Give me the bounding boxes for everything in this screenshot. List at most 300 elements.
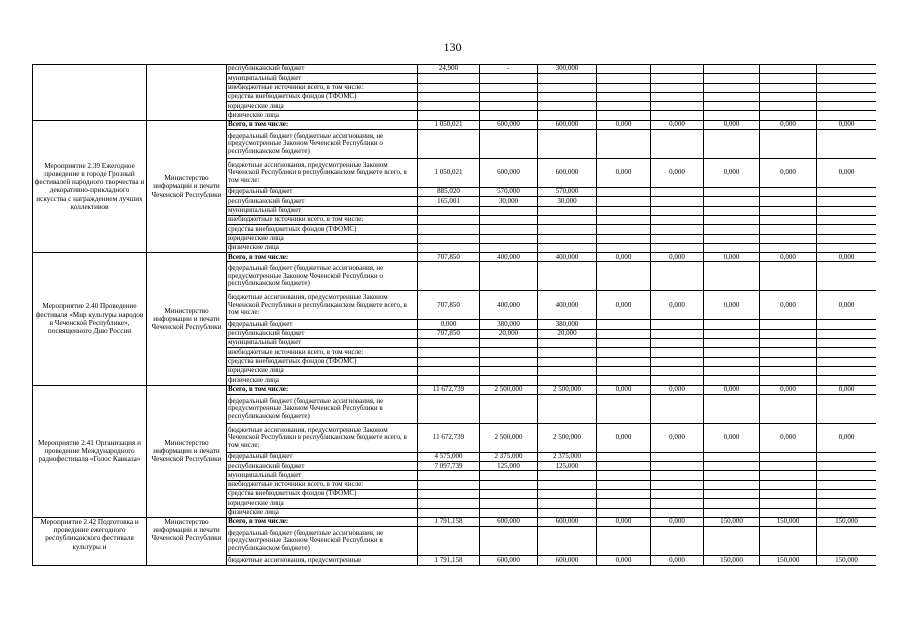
value-cell bbox=[704, 394, 760, 423]
value-cell bbox=[480, 225, 538, 234]
funding-source-cell: юридические лица bbox=[227, 366, 418, 375]
value-cell: 0,000 bbox=[597, 423, 651, 452]
value-cell: 0,000 bbox=[704, 159, 760, 188]
value-cell: 0,000 bbox=[760, 253, 817, 262]
value-cell bbox=[651, 508, 704, 517]
value-cell bbox=[597, 480, 651, 489]
funding-source-cell: физические лица bbox=[227, 508, 418, 517]
value-cell bbox=[480, 206, 538, 215]
value-cell: 1 791,158 bbox=[418, 517, 480, 526]
value-cell bbox=[538, 339, 597, 348]
value-cell bbox=[651, 366, 704, 375]
value-cell bbox=[704, 65, 760, 74]
value-cell bbox=[538, 130, 597, 159]
value-cell bbox=[418, 499, 480, 508]
value-cell bbox=[418, 262, 480, 291]
value-cell bbox=[597, 329, 651, 338]
value-cell: 600,000 bbox=[480, 556, 538, 565]
value-cell bbox=[817, 197, 877, 206]
funding-source-cell: внебюджетные источники всего, в том числе: bbox=[227, 480, 418, 489]
value-cell bbox=[480, 74, 538, 83]
value-cell bbox=[418, 130, 480, 159]
value-cell bbox=[418, 92, 480, 101]
value-cell bbox=[760, 102, 817, 111]
value-cell: 165,001 bbox=[418, 197, 480, 206]
value-cell: 2 375,000 bbox=[480, 452, 538, 461]
value-cell: 0,000 bbox=[704, 253, 760, 262]
value-cell: 600,000 bbox=[480, 517, 538, 526]
value-cell bbox=[651, 527, 704, 556]
value-cell bbox=[418, 225, 480, 234]
executor-cell bbox=[147, 65, 227, 121]
value-cell: 0,000 bbox=[651, 385, 704, 394]
value-cell bbox=[651, 111, 704, 120]
value-cell: 150,000 bbox=[704, 517, 760, 526]
funding-source-cell: муниципальный бюджет bbox=[227, 471, 418, 480]
value-cell: 570,000 bbox=[480, 188, 538, 197]
value-cell: 150,000 bbox=[704, 556, 760, 565]
funding-source-cell: физические лица bbox=[227, 376, 418, 385]
value-cell: 0,000 bbox=[597, 253, 651, 262]
value-cell bbox=[760, 480, 817, 489]
value-cell bbox=[597, 206, 651, 215]
value-cell: 707,850 bbox=[418, 291, 480, 320]
value-cell bbox=[597, 339, 651, 348]
value-cell bbox=[538, 243, 597, 252]
value-cell bbox=[704, 92, 760, 101]
value-cell bbox=[597, 74, 651, 83]
value-cell bbox=[538, 225, 597, 234]
executor-cell: Министерство информации и печати Чеченской Республики bbox=[147, 253, 227, 385]
value-cell bbox=[480, 376, 538, 385]
value-cell bbox=[704, 480, 760, 489]
value-cell bbox=[651, 130, 704, 159]
value-cell bbox=[480, 234, 538, 243]
value-cell bbox=[418, 480, 480, 489]
value-cell: 0,000 bbox=[817, 253, 877, 262]
value-cell bbox=[538, 92, 597, 101]
value-cell bbox=[704, 130, 760, 159]
value-cell bbox=[817, 499, 877, 508]
value-cell bbox=[651, 480, 704, 489]
value-cell bbox=[651, 490, 704, 499]
value-cell bbox=[651, 357, 704, 366]
value-cell bbox=[760, 262, 817, 291]
value-cell: 0,000 bbox=[817, 291, 877, 320]
value-cell bbox=[817, 508, 877, 517]
value-cell: 380,000 bbox=[538, 320, 597, 329]
value-cell: 570,000 bbox=[538, 188, 597, 197]
funding-source-cell: муниципальный бюджет bbox=[227, 206, 418, 215]
value-cell bbox=[480, 262, 538, 291]
table-row bbox=[33, 385, 877, 394]
value-cell: 2 500,000 bbox=[480, 385, 538, 394]
value-cell bbox=[651, 65, 704, 74]
value-cell bbox=[817, 262, 877, 291]
value-cell bbox=[817, 462, 877, 471]
value-cell bbox=[651, 206, 704, 215]
value-cell bbox=[817, 527, 877, 556]
value-cell bbox=[480, 499, 538, 508]
value-cell bbox=[817, 320, 877, 329]
value-cell: 20,000 bbox=[538, 329, 597, 338]
value-cell bbox=[597, 508, 651, 517]
funding-source-cell: бюджетные ассигнования, предусмотренные Законом Чеченской Республики в республиканском бюджете всего, в том числе: bbox=[227, 159, 418, 188]
event-name-cell: Мероприятие 2.39 Ежегодное проведение в городе Грозный фестивалей народного творчества и декоративно-прикладного искусства с награждением лучших коллективов bbox=[33, 120, 147, 252]
value-cell: 0,000 bbox=[704, 423, 760, 452]
value-cell bbox=[597, 215, 651, 224]
value-cell bbox=[817, 74, 877, 83]
value-cell bbox=[760, 234, 817, 243]
value-cell bbox=[597, 366, 651, 375]
value-cell bbox=[597, 527, 651, 556]
value-cell bbox=[704, 527, 760, 556]
value-cell bbox=[817, 480, 877, 489]
value-cell bbox=[538, 262, 597, 291]
value-cell bbox=[418, 243, 480, 252]
funding-source-cell: внебюджетные источники всего, в том числе: bbox=[227, 83, 418, 92]
value-cell bbox=[418, 471, 480, 480]
event-name-cell bbox=[33, 65, 147, 121]
value-cell bbox=[760, 499, 817, 508]
value-cell bbox=[538, 348, 597, 357]
value-cell bbox=[817, 490, 877, 499]
value-cell bbox=[760, 508, 817, 517]
value-cell bbox=[651, 188, 704, 197]
value-cell bbox=[597, 357, 651, 366]
value-cell: 0,000 bbox=[597, 517, 651, 526]
value-cell bbox=[538, 234, 597, 243]
value-cell: 150,000 bbox=[760, 556, 817, 565]
value-cell bbox=[651, 394, 704, 423]
value-cell bbox=[597, 83, 651, 92]
budget-table bbox=[32, 64, 876, 566]
value-cell: 150,000 bbox=[817, 556, 877, 565]
value-cell bbox=[817, 225, 877, 234]
value-cell bbox=[597, 394, 651, 423]
value-cell bbox=[480, 527, 538, 556]
value-cell bbox=[418, 490, 480, 499]
value-cell bbox=[760, 130, 817, 159]
value-cell: 0,000 bbox=[597, 120, 651, 129]
value-cell bbox=[760, 243, 817, 252]
value-cell bbox=[760, 225, 817, 234]
funding-source-cell: физические лица bbox=[227, 243, 418, 252]
value-cell bbox=[704, 508, 760, 517]
funding-source-cell: внебюджетные источники всего, в том числе: bbox=[227, 348, 418, 357]
value-cell bbox=[651, 74, 704, 83]
value-cell bbox=[760, 206, 817, 215]
value-cell bbox=[480, 102, 538, 111]
value-cell bbox=[760, 320, 817, 329]
value-cell: 0,000 bbox=[597, 291, 651, 320]
value-cell bbox=[418, 366, 480, 375]
value-cell bbox=[480, 243, 538, 252]
budget-table-body bbox=[33, 65, 877, 566]
value-cell bbox=[760, 348, 817, 357]
value-cell bbox=[760, 74, 817, 83]
value-cell bbox=[597, 197, 651, 206]
value-cell bbox=[651, 452, 704, 461]
value-cell bbox=[704, 74, 760, 83]
value-cell bbox=[480, 490, 538, 499]
value-cell bbox=[651, 471, 704, 480]
value-cell bbox=[817, 83, 877, 92]
value-cell bbox=[651, 83, 704, 92]
funding-source-cell: Всего, в том числе: bbox=[227, 517, 418, 526]
value-cell bbox=[651, 234, 704, 243]
value-cell: 0,000 bbox=[704, 291, 760, 320]
funding-source-cell: юридические лица bbox=[227, 499, 418, 508]
value-cell bbox=[597, 499, 651, 508]
value-cell bbox=[817, 329, 877, 338]
value-cell bbox=[760, 83, 817, 92]
value-cell: 7 097,739 bbox=[418, 462, 480, 471]
funding-source-cell: юридические лица bbox=[227, 102, 418, 111]
value-cell bbox=[597, 188, 651, 197]
value-cell bbox=[538, 527, 597, 556]
value-cell: 30,000 bbox=[480, 197, 538, 206]
value-cell bbox=[817, 188, 877, 197]
value-cell bbox=[651, 215, 704, 224]
value-cell bbox=[538, 215, 597, 224]
value-cell bbox=[760, 462, 817, 471]
value-cell: 0,000 bbox=[817, 385, 877, 394]
funding-source-cell: федеральный бюджет (бюджетные ассигнования, не предусмотренные Законом Чеченской Республики в республиканском бюджете) bbox=[227, 527, 418, 556]
value-cell bbox=[760, 357, 817, 366]
value-cell: 0,000 bbox=[760, 159, 817, 188]
value-cell bbox=[817, 376, 877, 385]
value-cell bbox=[418, 527, 480, 556]
funding-source-cell: Всего, в том числе: bbox=[227, 253, 418, 262]
value-cell bbox=[817, 215, 877, 224]
value-cell bbox=[538, 394, 597, 423]
value-cell bbox=[480, 339, 538, 348]
value-cell bbox=[651, 462, 704, 471]
value-cell: 125,000 bbox=[480, 462, 538, 471]
funding-source-cell: Всего, в том числе: bbox=[227, 385, 418, 394]
value-cell: 0,000 bbox=[418, 320, 480, 329]
value-cell: 0,000 bbox=[651, 159, 704, 188]
value-cell bbox=[597, 348, 651, 357]
value-cell bbox=[704, 262, 760, 291]
value-cell bbox=[704, 366, 760, 375]
value-cell: 707,850 bbox=[418, 253, 480, 262]
value-cell bbox=[538, 102, 597, 111]
value-cell bbox=[597, 471, 651, 480]
value-cell: 600,000 bbox=[480, 120, 538, 129]
value-cell bbox=[480, 357, 538, 366]
value-cell: 600,000 bbox=[538, 159, 597, 188]
value-cell bbox=[760, 471, 817, 480]
value-cell: 0,000 bbox=[760, 120, 817, 129]
table-row bbox=[33, 120, 877, 129]
funding-source-cell: Всего, в том числе: bbox=[227, 120, 418, 129]
value-cell bbox=[704, 499, 760, 508]
value-cell bbox=[817, 111, 877, 120]
value-cell bbox=[651, 225, 704, 234]
value-cell bbox=[651, 102, 704, 111]
funding-source-cell: муниципальный бюджет bbox=[227, 74, 418, 83]
value-cell bbox=[538, 499, 597, 508]
value-cell bbox=[597, 111, 651, 120]
value-cell: 30,000 bbox=[538, 197, 597, 206]
value-cell bbox=[760, 111, 817, 120]
event-name-cell: Мероприятие 2.41 Организация и проведение Международного радиофестиваля «Голос Кавказа» bbox=[33, 385, 147, 517]
value-cell bbox=[817, 471, 877, 480]
value-cell bbox=[418, 206, 480, 215]
value-cell bbox=[597, 320, 651, 329]
value-cell bbox=[418, 74, 480, 83]
value-cell bbox=[704, 490, 760, 499]
value-cell: 600,000 bbox=[538, 517, 597, 526]
value-cell bbox=[651, 320, 704, 329]
funding-source-cell: средства внебюджетных фондов (ТФОМС) bbox=[227, 490, 418, 499]
value-cell bbox=[480, 480, 538, 489]
value-cell bbox=[704, 357, 760, 366]
funding-source-cell: внебюджетные источники всего, в том числе: bbox=[227, 215, 418, 224]
funding-source-cell: средства внебюджетных фондов (ТФОМС) bbox=[227, 225, 418, 234]
value-cell bbox=[480, 508, 538, 517]
value-cell: 0,000 bbox=[651, 517, 704, 526]
funding-source-cell: республиканский бюджет bbox=[227, 329, 418, 338]
value-cell bbox=[817, 339, 877, 348]
value-cell: 20,000 bbox=[480, 329, 538, 338]
funding-source-cell: бюджетные ассигнования, предусмотренные Законом Чеченской Республики в республиканском бюджете всего, в том числе: bbox=[227, 291, 418, 320]
value-cell bbox=[538, 490, 597, 499]
funding-source-cell: республиканский бюджет bbox=[227, 65, 418, 74]
value-cell bbox=[538, 111, 597, 120]
value-cell bbox=[704, 471, 760, 480]
value-cell bbox=[597, 262, 651, 291]
value-cell: 0,000 bbox=[704, 120, 760, 129]
value-cell bbox=[704, 225, 760, 234]
funding-source-cell: бюджетные ассигнования, предусмотренные Законом Чеченской Республики в республиканском бюджете всего, в том числе: bbox=[227, 423, 418, 452]
value-cell bbox=[760, 394, 817, 423]
value-cell bbox=[760, 92, 817, 101]
value-cell bbox=[597, 462, 651, 471]
value-cell bbox=[480, 394, 538, 423]
value-cell: 0,000 bbox=[651, 120, 704, 129]
value-cell: 0,000 bbox=[651, 291, 704, 320]
value-cell bbox=[760, 490, 817, 499]
value-cell bbox=[651, 92, 704, 101]
value-cell bbox=[817, 243, 877, 252]
value-cell: 400,000 bbox=[538, 253, 597, 262]
value-cell bbox=[480, 92, 538, 101]
value-cell bbox=[704, 83, 760, 92]
value-cell bbox=[538, 471, 597, 480]
funding-source-cell: физические лица bbox=[227, 111, 418, 120]
value-cell: 0,000 bbox=[760, 385, 817, 394]
value-cell bbox=[651, 376, 704, 385]
value-cell bbox=[651, 348, 704, 357]
value-cell bbox=[760, 366, 817, 375]
value-cell: 380,000 bbox=[480, 320, 538, 329]
value-cell bbox=[817, 130, 877, 159]
value-cell: 300,000 bbox=[538, 65, 597, 74]
value-cell bbox=[704, 339, 760, 348]
value-cell bbox=[704, 206, 760, 215]
value-cell bbox=[704, 348, 760, 357]
value-cell bbox=[418, 357, 480, 366]
value-cell: 0,000 bbox=[817, 159, 877, 188]
value-cell bbox=[538, 83, 597, 92]
funding-source-cell: федеральный бюджет bbox=[227, 452, 418, 461]
value-cell bbox=[817, 102, 877, 111]
value-cell bbox=[760, 329, 817, 338]
value-cell: 1 050,021 bbox=[418, 120, 480, 129]
value-cell bbox=[480, 111, 538, 120]
value-cell: 885,020 bbox=[418, 188, 480, 197]
value-cell: 400,000 bbox=[480, 291, 538, 320]
value-cell bbox=[480, 130, 538, 159]
value-cell bbox=[704, 197, 760, 206]
value-cell bbox=[418, 376, 480, 385]
value-cell: 150,000 bbox=[760, 517, 817, 526]
value-cell bbox=[817, 348, 877, 357]
value-cell bbox=[538, 508, 597, 517]
value-cell bbox=[480, 215, 538, 224]
value-cell bbox=[418, 394, 480, 423]
value-cell bbox=[704, 452, 760, 461]
value-cell bbox=[704, 243, 760, 252]
value-cell bbox=[597, 234, 651, 243]
value-cell bbox=[597, 92, 651, 101]
value-cell bbox=[597, 243, 651, 252]
value-cell bbox=[817, 357, 877, 366]
value-cell: 0,000 bbox=[651, 556, 704, 565]
value-cell: 0,000 bbox=[597, 159, 651, 188]
value-cell: 2 500,000 bbox=[538, 423, 597, 452]
funding-source-cell: федеральный бюджет (бюджетные ассигнования, не предусмотренные Законом Чеченской Республики о республиканском бюджете) bbox=[227, 130, 418, 159]
value-cell bbox=[704, 215, 760, 224]
funding-source-cell: федеральный бюджет (бюджетные ассигнования, не предусмотренные Законом Чеченской Республики в республиканском бюджете) bbox=[227, 394, 418, 423]
value-cell bbox=[538, 366, 597, 375]
value-cell: 1 050,021 bbox=[418, 159, 480, 188]
value-cell: 0,000 bbox=[651, 253, 704, 262]
value-cell: 0,000 bbox=[817, 120, 877, 129]
value-cell bbox=[651, 262, 704, 291]
value-cell bbox=[538, 376, 597, 385]
value-cell bbox=[418, 111, 480, 120]
value-cell: 2 375,000 bbox=[538, 452, 597, 461]
value-cell bbox=[538, 206, 597, 215]
value-cell: 150,000 bbox=[817, 517, 877, 526]
funding-source-cell: федеральный бюджет bbox=[227, 320, 418, 329]
value-cell bbox=[538, 74, 597, 83]
value-cell bbox=[651, 339, 704, 348]
value-cell: 400,000 bbox=[538, 291, 597, 320]
value-cell bbox=[597, 102, 651, 111]
value-cell: 11 672,739 bbox=[418, 423, 480, 452]
value-cell: 600,000 bbox=[538, 556, 597, 565]
value-cell bbox=[760, 452, 817, 461]
value-cell bbox=[704, 329, 760, 338]
value-cell bbox=[597, 130, 651, 159]
funding-source-cell: республиканский бюджет bbox=[227, 197, 418, 206]
value-cell bbox=[760, 197, 817, 206]
value-cell: 0,000 bbox=[817, 423, 877, 452]
value-cell bbox=[704, 320, 760, 329]
value-cell: 2 500,000 bbox=[480, 423, 538, 452]
value-cell bbox=[418, 234, 480, 243]
value-cell bbox=[418, 102, 480, 111]
value-cell bbox=[817, 206, 877, 215]
event-name-cell: Мероприятие 2.42 Подготовка и проведение ежегодного республиканского фестиваля культуры и bbox=[33, 517, 147, 565]
value-cell: 4 575,000 bbox=[418, 452, 480, 461]
value-cell bbox=[418, 348, 480, 357]
